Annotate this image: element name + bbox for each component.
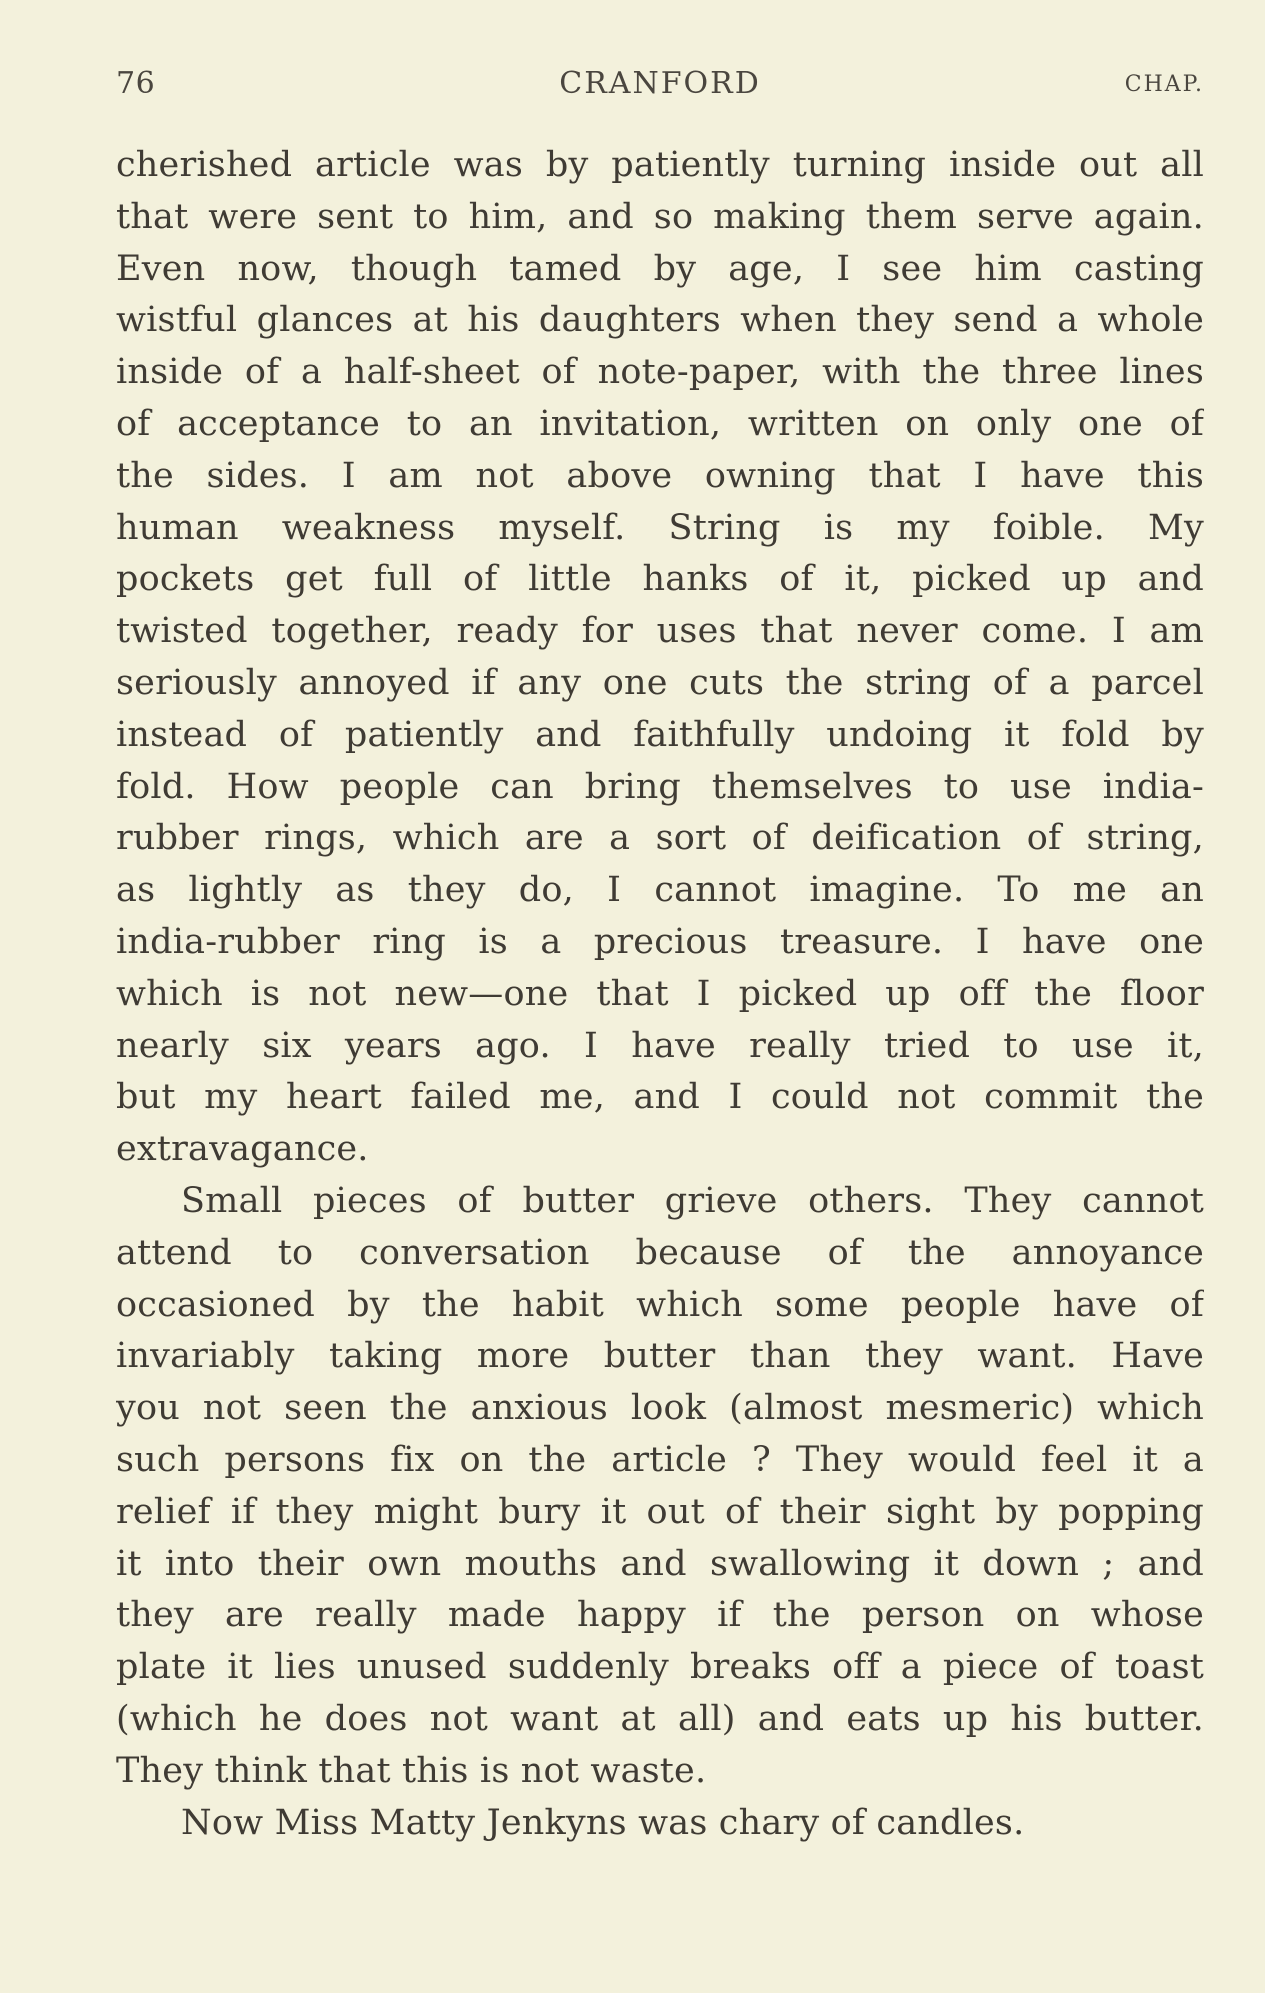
text-line: attend to conversation because of the annoyance [116, 1232, 1204, 1273]
text-line: rubber rings, which are a sort of deification of string, [116, 818, 1204, 859]
text-line: that were sent to him, and so making them serve again. [116, 196, 1204, 237]
text-line: they are really made happy if the person on whose [116, 1595, 1204, 1636]
text-line: relief if they might bury it out of their sight by popping [116, 1491, 1204, 1532]
paragraph-start-line: Now Miss Matty Jenkyns was chary of candles. [181, 1802, 1025, 1843]
text-line: wistful glances at his daughters when they send a whole [116, 300, 1204, 341]
text-line: occasioned by the habit which some people have of [116, 1284, 1204, 1325]
text-line: plate it lies unused suddenly breaks off a piece of toast [116, 1647, 1204, 1688]
text-line: nearly six years ago. I have really tried to use it, [116, 1025, 1204, 1066]
body-text [116, 140, 1204, 1849]
paragraph-start-line: Small pieces of butter grieve others. They cannot [181, 1180, 1204, 1221]
running-title: CRANFORD [559, 66, 761, 101]
text-line: fold. How people can bring themselves to use india- [116, 766, 1204, 807]
text-line: cherished article was by patiently turning inside out all [116, 145, 1204, 185]
page-header [116, 66, 1204, 114]
text-line: such persons fix on the article ? They would feel it a [116, 1439, 1204, 1480]
text-line: india-rubber ring is a precious treasure. I have one [116, 921, 1204, 962]
text-line: pockets get full of little hanks of it, picked up and [116, 559, 1204, 600]
text-line: twisted together, ready for uses that never come. I am [116, 611, 1204, 652]
text-line: the sides. I am not above owning that I have this [116, 455, 1204, 496]
text-line: which is not new—one that I picked up off the floor [116, 973, 1204, 1014]
text-line: inside of a half-sheet of note-paper, with the three lines [116, 352, 1204, 393]
text-line: (which he does not want at all) and eats up his butter. [116, 1698, 1204, 1739]
text-line: instead of patiently and faithfully undoing it fold by [116, 714, 1204, 755]
text-line: human weakness myself. String is my foible. My [116, 507, 1204, 548]
chapter-mark: CHAP. [1124, 72, 1204, 97]
text-line: seriously annoyed if any one cuts the string of a parcel [116, 662, 1204, 703]
text-line: as lightly as they do, I cannot imagine. To me an [116, 870, 1204, 911]
page-number: 76 [116, 66, 156, 101]
paragraph-end-line: extravagance. [116, 1129, 369, 1170]
text-line: invariably taking more butter than they want. Have [116, 1336, 1204, 1377]
text-line: it into their own mouths and swallowing it down ; and [116, 1543, 1204, 1584]
text-line: of acceptance to an invitation, written on only one of [116, 403, 1204, 444]
text-line: Even now, though tamed by age, I see him casting [116, 248, 1204, 289]
paragraph-end-line: They think that this is not waste. [116, 1750, 707, 1791]
text-line: but my heart failed me, and I could not commit the [116, 1077, 1204, 1118]
text-line: you not seen the anxious look (almost mesmeric) which [116, 1388, 1204, 1429]
